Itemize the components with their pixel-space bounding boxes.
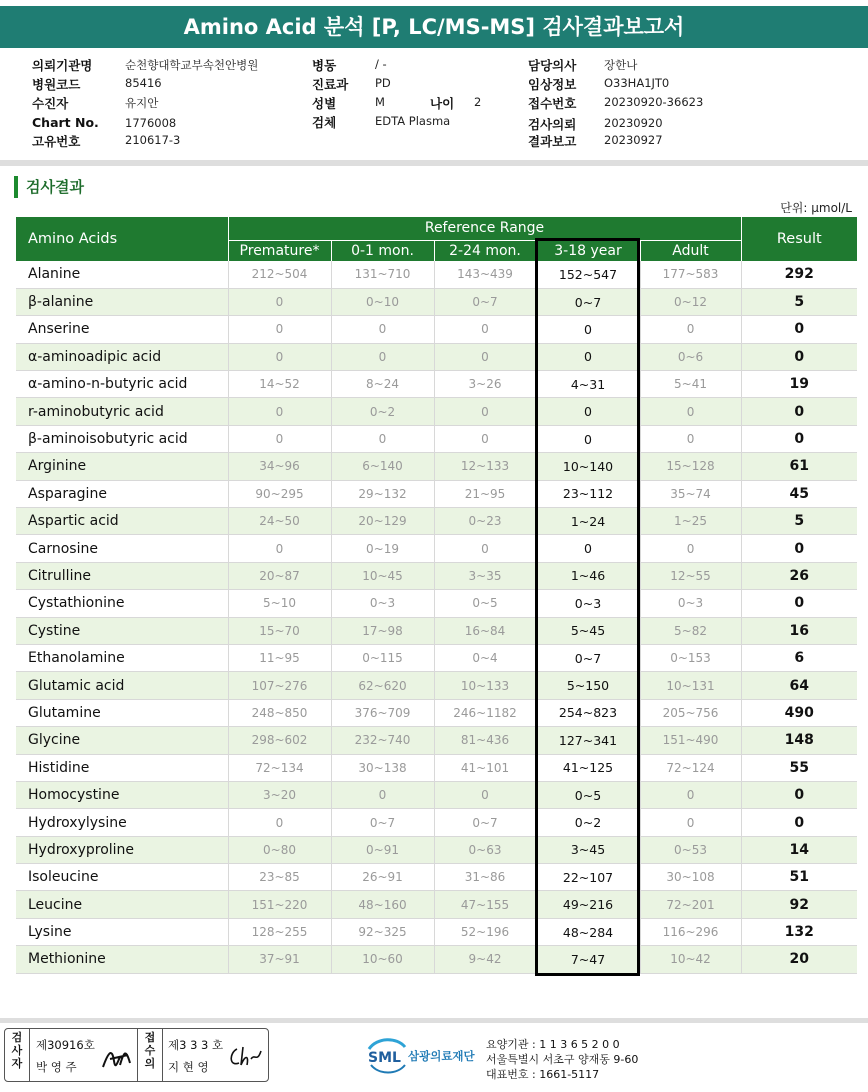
info-label: Chart No. — [32, 115, 99, 130]
result-value: 16 — [741, 617, 857, 644]
amino-acid-name: α-aminoadipic acid — [16, 343, 228, 370]
reference-range-premature: 0 — [228, 288, 331, 315]
reference-range-adult: 30~108 — [640, 864, 741, 891]
amino-acid-name: Homocystine — [16, 781, 228, 808]
signer-1-name: 박 영 주 — [36, 1060, 77, 1074]
reference-range-adult: 5~82 — [640, 617, 741, 644]
reference-range-premature: 248~850 — [228, 699, 331, 726]
table-row — [16, 727, 857, 754]
table-row — [16, 480, 857, 507]
header-range-0-1-mon: 0-1 mon. — [331, 240, 434, 261]
section-title: 검사결과 — [14, 176, 84, 198]
reference-range-y3-18: 0~2 — [536, 809, 640, 836]
result-value: 64 — [741, 672, 857, 699]
table-row — [16, 590, 857, 617]
result-value: 5 — [741, 288, 857, 315]
info-value: 20230920-36623 — [604, 95, 704, 109]
table-row — [16, 891, 857, 918]
table-row — [16, 809, 857, 836]
info-label: 고유번호 — [32, 134, 81, 149]
result-value: 490 — [741, 699, 857, 726]
reference-range-adult: 72~124 — [640, 754, 741, 781]
reference-range-y3-18: 0 — [536, 398, 640, 425]
info-value: EDTA Plasma — [375, 114, 451, 128]
info-label: 병원코드 — [32, 77, 81, 92]
reference-range-m2-24: 16~84 — [434, 617, 536, 644]
reference-range-m2-24: 0~63 — [434, 836, 536, 863]
result-value: 0 — [741, 398, 857, 425]
result-value: 0 — [741, 809, 857, 836]
reference-range-adult: 12~55 — [640, 562, 741, 589]
signer-role-1 — [5, 1029, 29, 1081]
patient-info — [0, 52, 868, 152]
reference-range-m0-1: 0 — [331, 316, 434, 343]
amino-acid-name: Cystine — [16, 617, 228, 644]
result-value: 0 — [741, 590, 857, 617]
reference-range-m0-1: 0~91 — [331, 836, 434, 863]
info-label: 검사의뢰 — [528, 117, 577, 132]
reference-range-premature: 0~80 — [228, 836, 331, 863]
amino-acid-name: β-aminoisobutyric acid — [16, 425, 228, 452]
reference-range-m0-1: 0~7 — [331, 809, 434, 836]
reference-range-premature: 0 — [228, 535, 331, 562]
reference-range-y3-18: 7~47 — [536, 946, 640, 973]
reference-range-adult: 0~3 — [640, 590, 741, 617]
result-value: 51 — [741, 864, 857, 891]
reference-range-premature: 72~134 — [228, 754, 331, 781]
signer-2-name: 지 현 영 — [168, 1060, 209, 1074]
reference-range-premature: 212~504 — [228, 261, 331, 288]
reference-range-m2-24: 0~7 — [434, 809, 536, 836]
institution-address: 서울특별시 서초구 양재동 9-60 — [486, 1053, 639, 1066]
reference-range-m2-24: 0 — [434, 398, 536, 425]
table-row — [16, 508, 857, 535]
amino-acid-name: Lysine — [16, 918, 228, 945]
reference-range-m2-24: 3~26 — [434, 371, 536, 398]
reference-range-y3-18: 1~46 — [536, 562, 640, 589]
reference-range-m2-24: 10~133 — [434, 672, 536, 699]
reference-range-adult: 0 — [640, 809, 741, 836]
result-value: 0 — [741, 425, 857, 452]
reference-range-adult: 205~756 — [640, 699, 741, 726]
logo-name: 삼광의료재단 — [408, 1049, 475, 1063]
signer-2-number: 제3 3 3 호 — [168, 1038, 224, 1052]
reference-range-y3-18: 254~823 — [536, 699, 640, 726]
reference-range-m0-1: 0 — [331, 343, 434, 370]
reference-range-adult: 0 — [640, 425, 741, 452]
reference-range-premature: 0 — [228, 398, 331, 425]
info-value: 장한나 — [604, 58, 638, 72]
reference-range-m0-1: 232~740 — [331, 727, 434, 754]
table-row — [16, 918, 857, 945]
info-label: 진료과 — [312, 77, 349, 92]
reference-range-premature: 5~10 — [228, 590, 331, 617]
result-value: 26 — [741, 562, 857, 589]
table-row — [16, 398, 857, 425]
results-body — [16, 261, 857, 973]
info-label: 담당의사 — [528, 58, 577, 73]
sml-logo-icon — [365, 1035, 409, 1075]
table-row — [16, 288, 857, 315]
info-value: 순천향대학교부속천안병원 — [125, 58, 259, 72]
amino-acid-name: Asparagine — [16, 480, 228, 507]
result-value: 92 — [741, 891, 857, 918]
signer-role-2 — [138, 1029, 162, 1081]
reference-range-adult: 5~41 — [640, 371, 741, 398]
reference-range-premature: 15~70 — [228, 617, 331, 644]
reference-range-y3-18: 0~7 — [536, 644, 640, 671]
reference-range-m0-1: 17~98 — [331, 617, 434, 644]
reference-range-y3-18: 0 — [536, 425, 640, 452]
reference-range-m0-1: 62~620 — [331, 672, 434, 699]
reference-range-adult: 0 — [640, 781, 741, 808]
reference-range-y3-18: 23~112 — [536, 480, 640, 507]
reference-range-m2-24: 31~86 — [434, 864, 536, 891]
reference-range-m2-24: 3~35 — [434, 562, 536, 589]
reference-range-y3-18: 0~7 — [536, 288, 640, 315]
amino-acid-name: r-aminobutyric acid — [16, 398, 228, 425]
reference-range-m2-24: 0 — [434, 343, 536, 370]
table-row — [16, 617, 857, 644]
table-row — [16, 261, 857, 288]
amino-acid-name: Glutamic acid — [16, 672, 228, 699]
result-value: 45 — [741, 480, 857, 507]
reference-range-premature: 23~85 — [228, 864, 331, 891]
signature-1-icon — [100, 1043, 134, 1073]
reference-range-premature: 0 — [228, 316, 331, 343]
table-row — [16, 754, 857, 781]
reference-range-m2-24: 21~95 — [434, 480, 536, 507]
result-value: 14 — [741, 836, 857, 863]
reference-range-m2-24: 0 — [434, 535, 536, 562]
amino-acid-name: Glutamine — [16, 699, 228, 726]
reference-range-y3-18: 49~216 — [536, 891, 640, 918]
reference-range-m0-1: 10~60 — [331, 946, 434, 973]
reference-range-m2-24: 47~155 — [434, 891, 536, 918]
reference-range-adult: 10~131 — [640, 672, 741, 699]
reference-range-m2-24: 0~7 — [434, 288, 536, 315]
reference-range-premature: 3~20 — [228, 781, 331, 808]
info-value: O33HA1JT0 — [604, 76, 670, 90]
reference-range-m0-1: 26~91 — [331, 864, 434, 891]
amino-acid-name: Cystathionine — [16, 590, 228, 617]
info-label: 의뢰기관명 — [32, 58, 93, 73]
amino-acid-name: Isoleucine — [16, 864, 228, 891]
reference-range-m0-1: 0~2 — [331, 398, 434, 425]
reference-range-m2-24: 0 — [434, 316, 536, 343]
reference-range-premature: 14~52 — [228, 371, 331, 398]
reference-range-adult: 1~25 — [640, 508, 741, 535]
header-range-adult: Adult — [640, 240, 741, 261]
result-value: 5 — [741, 508, 857, 535]
amino-acid-name: Carnosine — [16, 535, 228, 562]
reference-range-premature: 128~255 — [228, 918, 331, 945]
reference-range-m0-1: 0~19 — [331, 535, 434, 562]
reference-range-y3-18: 5~45 — [536, 617, 640, 644]
reference-range-premature: 20~87 — [228, 562, 331, 589]
result-value: 20 — [741, 946, 857, 973]
reference-range-adult: 0~153 — [640, 644, 741, 671]
reference-range-m0-1: 10~45 — [331, 562, 434, 589]
reference-range-m2-24: 0~4 — [434, 644, 536, 671]
reference-range-y3-18: 0 — [536, 316, 640, 343]
reference-range-premature: 90~295 — [228, 480, 331, 507]
reference-range-m0-1: 8~24 — [331, 371, 434, 398]
reference-range-m0-1: 0 — [331, 781, 434, 808]
info-label: 검체 — [312, 115, 337, 130]
reference-range-m2-24: 0~5 — [434, 590, 536, 617]
info-label: 결과보고 — [528, 134, 577, 149]
reference-range-adult: 151~490 — [640, 727, 741, 754]
table-row — [16, 699, 857, 726]
info-label: 접수번호 — [528, 96, 577, 111]
info-value: 20230927 — [604, 133, 663, 147]
reference-range-premature: 0 — [228, 343, 331, 370]
table-row — [16, 371, 857, 398]
info-value: 1776008 — [125, 116, 177, 130]
table-row — [16, 425, 857, 452]
amino-acid-name: Glycine — [16, 727, 228, 754]
amino-acid-name: α-amino-n-butyric acid — [16, 371, 228, 398]
reference-range-m0-1: 0~115 — [331, 644, 434, 671]
reference-range-premature: 0 — [228, 809, 331, 836]
reference-range-m2-24: 0 — [434, 425, 536, 452]
result-value: 0 — [741, 535, 857, 562]
signature-box — [4, 1028, 269, 1082]
reference-range-y3-18: 0 — [536, 535, 640, 562]
reference-range-y3-18: 5~150 — [536, 672, 640, 699]
reference-range-adult: 0 — [640, 398, 741, 425]
divider — [0, 160, 868, 166]
table-row — [16, 644, 857, 671]
reference-range-m2-24: 0 — [434, 781, 536, 808]
amino-acid-name: Methionine — [16, 946, 228, 973]
reference-range-m0-1: 0~10 — [331, 288, 434, 315]
amino-acid-name: Anserine — [16, 316, 228, 343]
result-value: 292 — [741, 261, 857, 288]
reference-range-premature: 34~96 — [228, 453, 331, 480]
reference-range-m2-24: 41~101 — [434, 754, 536, 781]
reference-range-m0-1: 29~132 — [331, 480, 434, 507]
info-label: 임상정보 — [528, 77, 577, 92]
info-value: 85416 — [125, 76, 162, 90]
result-value: 0 — [741, 781, 857, 808]
info-value: 유지안 — [125, 96, 159, 110]
reference-range-m0-1: 20~129 — [331, 508, 434, 535]
reference-range-y3-18: 0~3 — [536, 590, 640, 617]
reference-range-y3-18: 22~107 — [536, 864, 640, 891]
reference-range-y3-18: 127~341 — [536, 727, 640, 754]
signer-1-number: 제30916호 — [36, 1038, 95, 1052]
result-value: 148 — [741, 727, 857, 754]
info-label: 성별 — [312, 96, 337, 111]
logo-mark: SML — [368, 1050, 401, 1066]
header-reference-range: Reference Range — [228, 217, 741, 240]
amino-acid-name: Arginine — [16, 453, 228, 480]
reference-range-m2-24: 246~1182 — [434, 699, 536, 726]
reference-range-y3-18: 3~45 — [536, 836, 640, 863]
info-label: 병동 — [312, 58, 337, 73]
signature-2-icon — [227, 1043, 263, 1071]
info-value: 2 — [474, 95, 482, 109]
result-value: 132 — [741, 918, 857, 945]
reference-range-adult: 0 — [640, 535, 741, 562]
reference-range-adult: 177~583 — [640, 261, 741, 288]
table-row — [16, 781, 857, 808]
reference-range-adult: 35~74 — [640, 480, 741, 507]
reference-range-adult: 116~296 — [640, 918, 741, 945]
reference-range-adult: 0~12 — [640, 288, 741, 315]
reference-range-premature: 107~276 — [228, 672, 331, 699]
reference-range-adult: 72~201 — [640, 891, 741, 918]
info-value: 20230920 — [604, 116, 663, 130]
reference-range-y3-18: 4~31 — [536, 371, 640, 398]
table-row — [16, 562, 857, 589]
amino-acid-name: Aspartic acid — [16, 508, 228, 535]
reference-range-m0-1: 92~325 — [331, 918, 434, 945]
result-value: 61 — [741, 453, 857, 480]
header-amino-acids: Amino Acids — [16, 217, 228, 261]
info-value: 210617-3 — [125, 133, 181, 147]
amino-acid-name: Ethanolamine — [16, 644, 228, 671]
report-title: Amino Acid 분석 [P, LC/MS-MS] 검사결과보고서 — [0, 6, 868, 48]
reference-range-premature: 24~50 — [228, 508, 331, 535]
amino-acid-name: Hydroxyproline — [16, 836, 228, 863]
amino-acid-name: Alanine — [16, 261, 228, 288]
reference-range-m2-24: 52~196 — [434, 918, 536, 945]
reference-range-y3-18: 152~547 — [536, 261, 640, 288]
reference-range-m2-24: 9~42 — [434, 946, 536, 973]
divider — [29, 1029, 30, 1081]
header-range-2-24-mon: 2-24 mon. — [434, 240, 536, 261]
reference-range-y3-18: 48~284 — [536, 918, 640, 945]
reference-range-m0-1: 48~160 — [331, 891, 434, 918]
reference-range-m0-1: 376~709 — [331, 699, 434, 726]
result-value: 55 — [741, 754, 857, 781]
reference-range-adult: 0~53 — [640, 836, 741, 863]
table-row — [16, 864, 857, 891]
reference-range-premature: 37~91 — [228, 946, 331, 973]
reference-range-premature: 151~220 — [228, 891, 331, 918]
reference-range-y3-18: 10~140 — [536, 453, 640, 480]
institution-code: 요양기관 : 1 1 3 6 5 2 0 0 — [486, 1038, 620, 1051]
institution-phone: 대표번호 : 1661-5117 — [486, 1068, 600, 1081]
header-range-premature: Premature* — [228, 240, 331, 261]
reference-range-adult: 10~42 — [640, 946, 741, 973]
header-result: Result — [741, 217, 857, 261]
result-value: 19 — [741, 371, 857, 398]
info-value: M — [375, 95, 385, 109]
info-label: 나이 — [430, 96, 455, 111]
reference-range-premature: 298~602 — [228, 727, 331, 754]
result-value: 0 — [741, 316, 857, 343]
reference-range-m0-1: 30~138 — [331, 754, 434, 781]
table-row — [16, 535, 857, 562]
amino-acid-name: Histidine — [16, 754, 228, 781]
info-value: PD — [375, 76, 391, 90]
results-table — [16, 217, 857, 974]
unit-label: 단위: µmol/L — [780, 201, 852, 215]
amino-acid-name: β-alanine — [16, 288, 228, 315]
reference-range-m2-24: 0~23 — [434, 508, 536, 535]
reference-range-y3-18: 41~125 — [536, 754, 640, 781]
reference-range-m0-1: 131~710 — [331, 261, 434, 288]
table-row — [16, 343, 857, 370]
amino-acid-name: Citrulline — [16, 562, 228, 589]
divider — [162, 1029, 163, 1081]
footer-divider — [0, 1018, 868, 1023]
table-row — [16, 946, 857, 973]
reference-range-premature: 11~95 — [228, 644, 331, 671]
reference-range-m2-24: 12~133 — [434, 453, 536, 480]
reference-range-m0-1: 6~140 — [331, 453, 434, 480]
reference-range-premature: 0 — [228, 425, 331, 452]
reference-range-m2-24: 81~436 — [434, 727, 536, 754]
table-row — [16, 453, 857, 480]
info-label: 수진자 — [32, 96, 69, 111]
reference-range-y3-18: 1~24 — [536, 508, 640, 535]
info-value: / - — [375, 57, 387, 71]
reference-range-m0-1: 0 — [331, 425, 434, 452]
reference-range-y3-18: 0~5 — [536, 781, 640, 808]
reference-range-m0-1: 0~3 — [331, 590, 434, 617]
reference-range-adult: 0 — [640, 316, 741, 343]
amino-acid-name: Hydroxylysine — [16, 809, 228, 836]
table-row — [16, 316, 857, 343]
table-row — [16, 672, 857, 699]
reference-range-adult: 0~6 — [640, 343, 741, 370]
table-row — [16, 836, 857, 863]
result-value: 6 — [741, 644, 857, 671]
result-value: 0 — [741, 343, 857, 370]
reference-range-m2-24: 143~439 — [434, 261, 536, 288]
signer-role-1-text: 검사자 — [11, 1031, 23, 1070]
reference-range-adult: 15~128 — [640, 453, 741, 480]
header-range-3-18-year: 3-18 year — [536, 240, 640, 261]
reference-range-y3-18: 0 — [536, 343, 640, 370]
amino-acid-name: Leucine — [16, 891, 228, 918]
signer-role-2-text: 접수의 — [144, 1031, 156, 1070]
